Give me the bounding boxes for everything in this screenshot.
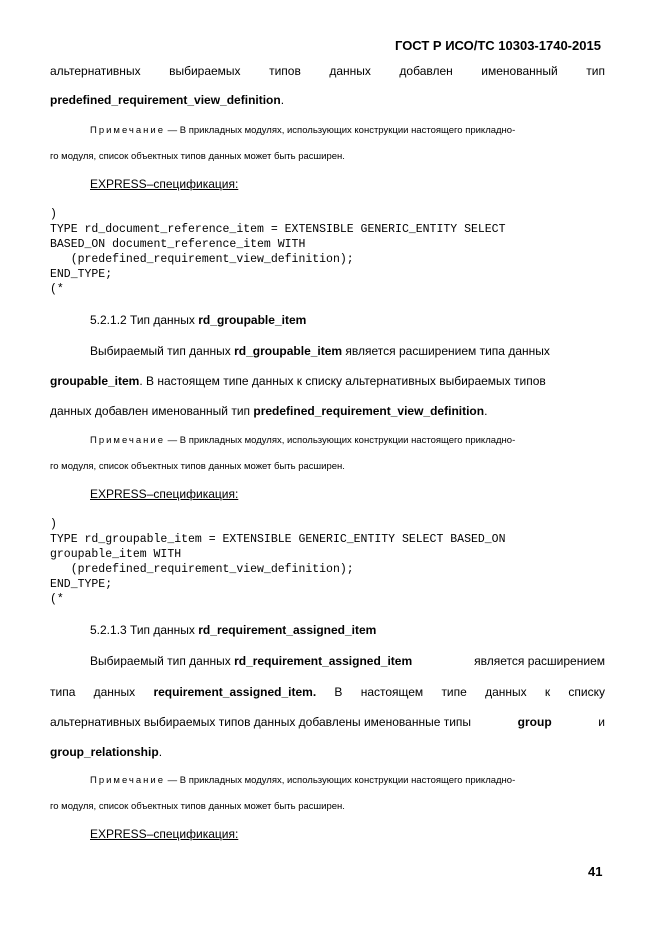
express-label: EXPRESS–спецификация: [90, 177, 239, 191]
note-line: го модуля, список объектных типов данных может быть расширен. [50, 151, 345, 162]
express-code: ) TYPE rd_groupable_item = EXTENSIBLE GENERIC_ENTITY SELECT BASED_ON groupable_item WITH (predefined_requirement_view_definition); END_TYPE; (* [50, 518, 506, 606]
section-heading: 5.2.1.3 Тип данных rd_requirement_assigned_item [90, 623, 377, 637]
type-name: predefined_requirement_view_definition [50, 93, 281, 107]
note-label: Примечание [90, 775, 165, 786]
word: данных [329, 64, 371, 78]
page-number: 41 [588, 864, 603, 879]
section-heading: 5.2.1.2 Тип данных rd_groupable_item [90, 313, 307, 327]
paragraph-line: Выбираемый тип данных rd_requirement_assigned_item является расширением [90, 654, 605, 668]
word: типов [269, 64, 301, 78]
express-code: ) TYPE rd_document_reference_item = EXTENSIBLE GENERIC_ENTITY SELECT BASED_ON document_reference_item WITH (predefined_requirement_view_definition); END_TYPE; (* [50, 208, 506, 296]
express-label: EXPRESS–спецификация: [90, 827, 239, 841]
note-line: Примечание — В прикладных модулях, использующих конструкции настоящего прикладно- [90, 125, 516, 136]
express-label: EXPRESS–спецификация: [90, 487, 239, 501]
word: добавлен [399, 64, 453, 78]
note-line: го модуля, список объектных типов данных может быть расширен. [50, 461, 345, 472]
paragraph-line: данных добавлен именованный тип predefined_requirement_view_definition. [50, 404, 488, 418]
document-header: ГОСТ Р ИСО/ТС 10303-1740-2015 [395, 38, 601, 53]
paragraph-line: predefined_requirement_view_definition. [50, 93, 285, 107]
paragraph-line [50, 64, 605, 78]
note-line: Примечание — В прикладных модулях, использующих конструкции настоящего прикладно- [90, 435, 516, 446]
paragraph-line: альтернативных выбираемых типов данных добавлены именованные типы group и [50, 715, 605, 729]
word: именованный [481, 64, 558, 78]
paragraph-line: типа данных requirement_assigned_item. В настоящем типе данных к списку [50, 685, 605, 699]
paragraph-line: groupable_item. В настоящем типе данных к списку альтернативных выбираемых типов [50, 374, 546, 388]
word: выбираемых [169, 64, 241, 78]
note-line: го модуля, список объектных типов данных может быть расширен. [50, 801, 345, 812]
paragraph-line: group_relationship. [50, 745, 163, 759]
word: альтернативных [50, 64, 141, 78]
note-line: Примечание — В прикладных модулях, использующих конструкции настоящего прикладно- [90, 775, 516, 786]
note-label: Примечание [90, 435, 165, 446]
word: тип [586, 64, 605, 78]
note-label: Примечание [90, 125, 165, 136]
paragraph-line: Выбираемый тип данных rd_groupable_item является расширением типа данных [90, 344, 550, 358]
